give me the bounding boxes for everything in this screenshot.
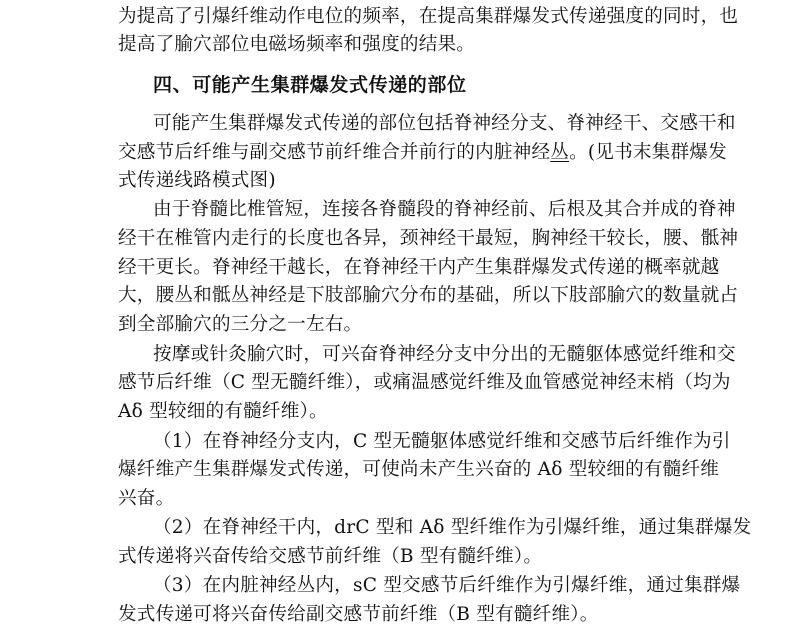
paragraph-2-line-1: 可能产生集群爆发式传递的部位包括脊神经分支、脊神经干、交感干和 (153, 113, 736, 134)
paragraph-2-line-2-tail: 。(见书末集群爆发 (569, 142, 727, 163)
underlined-char: 丛 (550, 142, 570, 163)
paragraph-1-line-2: 提高了腧穴部位电磁场频率和强度的结果。 (118, 34, 476, 55)
paragraph-5-line-2: 爆纤维产生集群爆发式传递，可使尚未产生兴奋的 Aδ 型较细的有髓纤维 (118, 459, 720, 480)
paragraph-4-line-2: 感节后纤维（C 型无髓纤维），或痛温感觉纤维及血管感觉神经末梢（均为 (118, 372, 731, 393)
paragraph-5-line-1: （1）在脊神经分支内，C 型无髓躯体感觉纤维和交感节后纤维作为引 (153, 431, 731, 452)
paragraph-4-line-1: 按摩或针灸腧穴时，可兴奋脊神经分支中分出的无髓躯体感觉纤维和交 (153, 344, 736, 365)
paragraph-7-line-1: （3）在内脏神经丛内，sC 型交感节后纤维作为引爆纤维，通过集群爆 (153, 575, 741, 596)
paragraph-5-line-3: 兴奋。 (118, 488, 175, 509)
paragraph-6-line-2: 式传递将兴奋传给交感节前纤维（B 型有髓纤维）。 (118, 546, 543, 567)
paragraph-3-line-2: 经干在椎管内走行的长度也各异，颈神经干最短，胸神经干较长，腰、骶神 (118, 228, 739, 249)
paragraph-2-line-2 (118, 141, 727, 165)
paragraph-7-line-2: 发式传递可将兴奋传给副交感节前纤维（B 型有髓纤维）。 (118, 604, 599, 625)
section-heading: 四、可能产生集群爆发式传递的部位 (153, 74, 467, 96)
paragraph-3-line-3: 经干更长。脊神经干越长，在脊神经干内产生集群爆发式传递的概率就越 (118, 257, 720, 278)
paragraph-3-line-5: 到全部腧穴的三分之一左右。 (118, 314, 363, 335)
paragraph-1-line-1: 为提高了引爆纤维动作电位的频率，在提高集群爆发式传递强度的同时，也 (118, 6, 739, 27)
paragraph-4-line-3: Aδ 型较细的有髓纤维）。 (118, 401, 328, 422)
paragraph-2-line-3: 式传递线路模式图) (118, 170, 276, 191)
paragraph-3-line-4: 大，腰丛和骶丛神经是下肢部腧穴分布的基础，所以下肢部腧穴的数量就占 (118, 285, 739, 306)
paragraph-6-line-1: （2）在脊神经干内，drC 型和 Aδ 型纤维作为引爆纤维，通过集群爆发 (153, 517, 752, 538)
paragraph-2-line-2-text: 交感节后纤维与副交感节前纤维合并前行的内脏神经 (118, 142, 551, 163)
paragraph-3-line-1: 由于脊髓比椎管短，连接各脊髓段的脊神经前、后根及其合并成的脊神 (153, 199, 736, 220)
